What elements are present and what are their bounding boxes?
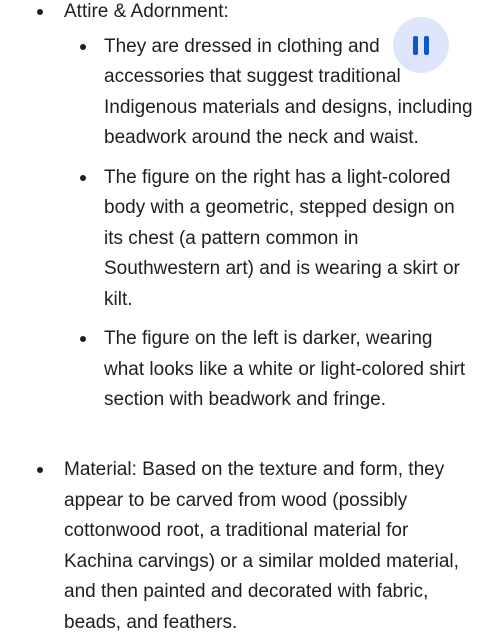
pause-icon bbox=[413, 36, 429, 55]
pause-bar bbox=[424, 36, 429, 55]
list-item-heading: Material: bbox=[64, 459, 137, 480]
sub-item-text: The figure on the right has a light-colored body with a geometric, stepped design on its chest (a pattern common in Southwestern art) and is wearing a skirt or kilt. bbox=[104, 166, 460, 310]
sub-list bbox=[64, 32, 498, 416]
sub-item-text: They are dressed in clothing and accessories that suggest traditional Indigenous materials and designs, including beadwork around the neck and waist. bbox=[104, 35, 473, 148]
sub-item-text: The figure on the left is darker, wearing what looks like a white or light-colored shirt section with beadwork and fringe. bbox=[104, 328, 466, 410]
pause-button[interactable] bbox=[393, 17, 449, 73]
list-item-material bbox=[0, 455, 498, 638]
bullet-icon bbox=[80, 44, 86, 50]
list-item-text: Based on the texture and form, they appear to be carved from wood (possibly cottonwood root, a traditional material for Kachina carvings) or a similar molded material, and then painted and decorated with fabric, beads, and feathers. bbox=[64, 459, 459, 633]
bullet-icon bbox=[80, 336, 86, 342]
sub-list-item bbox=[64, 324, 466, 416]
sub-list-item bbox=[64, 163, 476, 316]
bullet-icon bbox=[80, 175, 86, 181]
list-item-body bbox=[64, 455, 464, 638]
pause-bar bbox=[413, 36, 418, 55]
list-item-heading: Attire & Adornment: bbox=[64, 1, 229, 22]
bullet-icon bbox=[37, 467, 43, 473]
bullet-icon bbox=[37, 9, 43, 15]
